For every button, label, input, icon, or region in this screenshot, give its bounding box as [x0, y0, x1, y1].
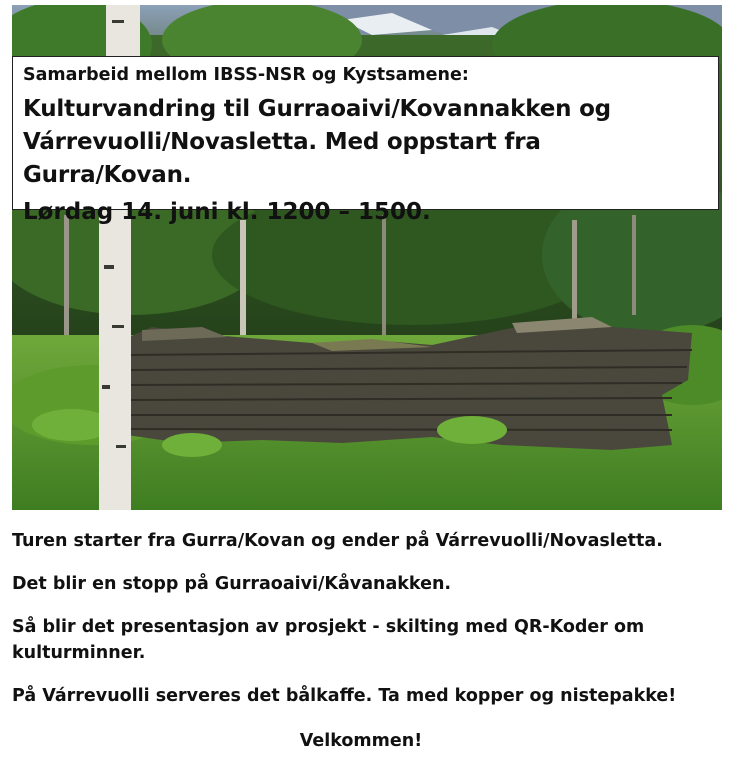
event-description	[12, 528, 712, 726]
paragraph-stop: Det blir en stopp på Gurraoaivi/Kåvanakken.	[12, 574, 452, 594]
event-date: Lørdag 14. juni kl. 1200 – 1500.	[23, 199, 431, 225]
paragraph-route: Turen starter fra Gurra/Kovan og ender på Várrevuolli/Novasletta.	[12, 531, 663, 551]
event-subtitle: Samarbeid mellom IBSS-NSR og Kystsamene:	[23, 65, 469, 85]
closing-greeting: Velkommen!	[299, 731, 423, 751]
paragraph-presentation: Så blir det presentasjon av prosjekt - skilting med QR-Koder om kulturminner.	[12, 617, 645, 663]
paragraph-coffee: På Várrevuolli serveres det bålkaffe. Ta med kopper og nistepakke!	[12, 686, 677, 706]
event-headline: Kulturvandring til Gurraoaivi/Kovannakken og Várrevuolli/Novasletta. Med oppstart fra Gurra/Kovan.	[23, 96, 611, 188]
title-box	[12, 56, 719, 225]
